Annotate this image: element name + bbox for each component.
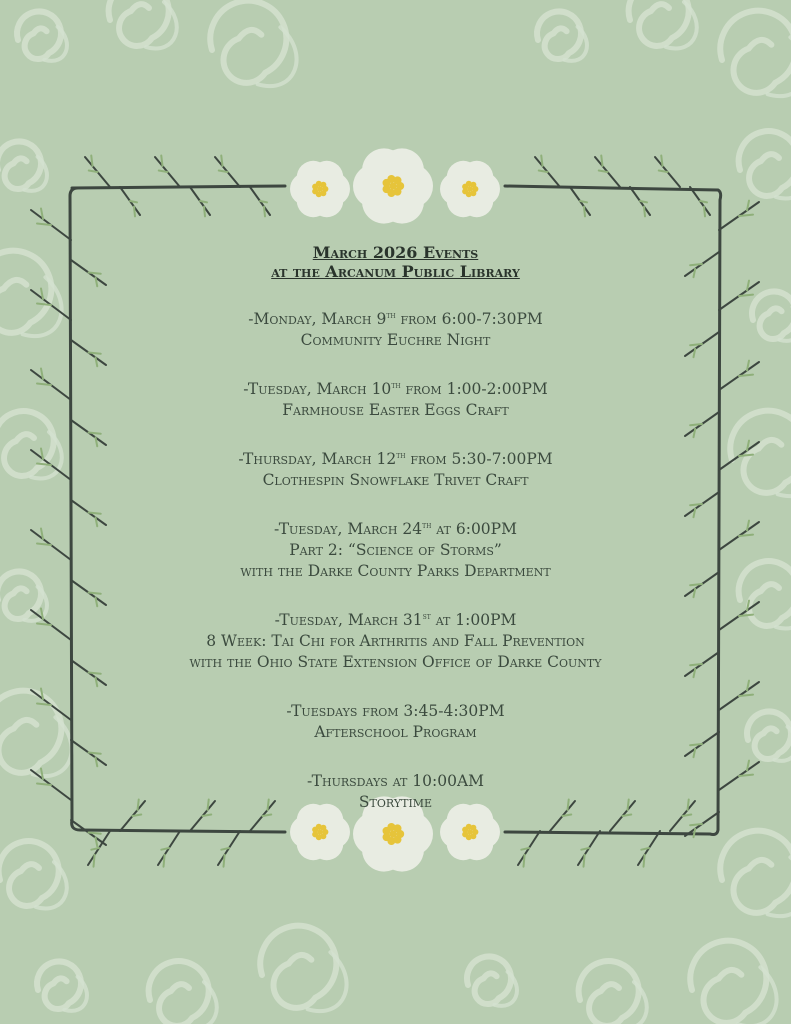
branch-twig	[89, 593, 101, 594]
branch-twig	[264, 207, 265, 217]
branch-twig	[221, 156, 222, 167]
swirl-ornament	[0, 141, 41, 189]
flower-center-dot	[317, 829, 322, 834]
swirl-ornament	[149, 961, 209, 1024]
flower-icon	[290, 161, 350, 217]
event-item	[110, 519, 681, 582]
branch-twig	[161, 156, 162, 167]
branch-twig	[200, 201, 207, 202]
event-date: -Thursday, March 12th from 5:30-7:00PM	[238, 450, 553, 468]
branch-twig	[688, 800, 689, 811]
branch-twig	[690, 344, 702, 345]
branch-twig	[739, 295, 753, 296]
swirl-ornament	[739, 131, 791, 196]
event-date: -Monday, March 9th from 6:00-7:30PM	[248, 310, 543, 328]
swirl-ornament	[37, 961, 81, 1009]
flyer-title-line-1: March 2026 Events	[312, 243, 479, 262]
branch-twig	[739, 375, 753, 376]
branch-twig	[89, 833, 101, 834]
event-list-panel	[110, 243, 681, 813]
swirl-ornament	[260, 926, 336, 1008]
event-item	[110, 309, 681, 351]
event-host: with the Darke County Parks Department	[240, 562, 551, 580]
branch-twig	[690, 264, 702, 265]
flower-icon	[440, 161, 500, 217]
branch-twig	[91, 156, 92, 167]
branch-twig	[690, 664, 702, 665]
branch-twig	[739, 535, 753, 536]
flower-cluster-top	[290, 148, 500, 223]
branch-twig	[601, 156, 602, 167]
flower-icon	[353, 148, 433, 223]
flower-center-dot	[389, 182, 396, 189]
swirl-ornament	[109, 0, 169, 46]
event-description: 8 Week: Tai Chi for Arthritis and Fall Prevention	[206, 632, 585, 650]
swirl-ornament	[690, 941, 766, 1023]
event-date: -Thursdays at 10:00AM	[306, 772, 485, 790]
branch-twig	[89, 433, 101, 434]
event-item	[110, 610, 681, 673]
swirl-ornament	[537, 11, 581, 59]
branch-twig	[644, 855, 645, 867]
branch-twig	[541, 156, 542, 167]
branch-twig	[739, 615, 753, 616]
event-item	[110, 771, 681, 813]
flower-center-dot	[317, 186, 322, 191]
swirl-ornament	[0, 691, 61, 773]
branch-twig	[260, 201, 267, 202]
swirl-ornament	[17, 11, 61, 59]
event-description: Community Euchre Night	[300, 331, 491, 349]
swirl-ornament	[0, 841, 59, 906]
flower-center-dot	[467, 186, 472, 191]
branch-twig	[739, 455, 753, 456]
branch-twig	[130, 201, 137, 202]
event-date: -Tuesday, March 31st at 1:00PM	[274, 611, 517, 629]
event-date: -Tuesdays from 3:45-4:30PM	[286, 702, 505, 720]
branch-twig	[661, 156, 662, 167]
branch-twig	[739, 695, 753, 696]
flyer-title-line-2: at the Arcanum Public Library	[271, 262, 520, 281]
branch-twig	[690, 584, 702, 585]
branch-twig	[700, 201, 707, 202]
branch-twig	[739, 215, 753, 216]
branch-twig	[644, 207, 645, 217]
event-description: Farmhouse Easter Eggs Craft	[282, 401, 509, 419]
branch-twig	[690, 424, 702, 425]
branch-twig	[640, 201, 647, 202]
branch-twig	[690, 744, 702, 745]
swirl-ornament	[0, 251, 51, 333]
branch-twig	[89, 353, 101, 354]
branch-twig	[690, 824, 702, 825]
swirl-ornament	[720, 11, 791, 93]
branch-twig	[134, 207, 135, 217]
swirl-ornament	[730, 411, 791, 493]
event-date: -Tuesday, March 10th from 1:00-2:00PM	[243, 380, 548, 398]
event-item	[110, 449, 681, 491]
event-description: Clothespin Snowflake Trivet Craft	[262, 471, 529, 489]
swirl-ornament	[0, 411, 54, 476]
swirl-ornament	[747, 711, 791, 759]
event-date: -Tuesday, March 24th at 6:00PM	[274, 520, 517, 538]
branch-twig	[89, 753, 101, 754]
event-description: Afterschool Program	[314, 723, 477, 741]
flower-center-dot	[467, 829, 472, 834]
flyer-title	[110, 243, 681, 281]
branch-twig	[584, 855, 585, 867]
branch-twig	[704, 207, 705, 217]
event-item	[110, 379, 681, 421]
swirl-ornament	[467, 956, 511, 1004]
swirl-ornament	[752, 291, 791, 339]
branch-twig	[204, 207, 205, 217]
branch-twig	[224, 855, 225, 867]
branch-twig	[89, 513, 101, 514]
event-description: Storytime	[358, 793, 433, 811]
branch-twig	[584, 207, 585, 217]
swirl-ornament	[629, 0, 689, 46]
event-description: Part 2: “Science of Storms”	[289, 541, 502, 559]
swirl-ornament	[720, 831, 791, 913]
branch-twig	[739, 775, 753, 776]
event-host: with the Ohio State Extension Office of Darke County	[189, 653, 602, 671]
swirl-ornament	[210, 1, 286, 83]
event-item	[110, 701, 681, 743]
swirl-ornament	[579, 961, 639, 1024]
branch-twig	[164, 855, 165, 867]
branch-twig	[89, 273, 101, 274]
flower-center-dot	[389, 830, 396, 837]
branch-twig	[690, 504, 702, 505]
branch-twig	[524, 855, 525, 867]
branch-twig	[89, 673, 101, 674]
branch-twig	[580, 201, 587, 202]
branch-twig	[94, 855, 95, 867]
